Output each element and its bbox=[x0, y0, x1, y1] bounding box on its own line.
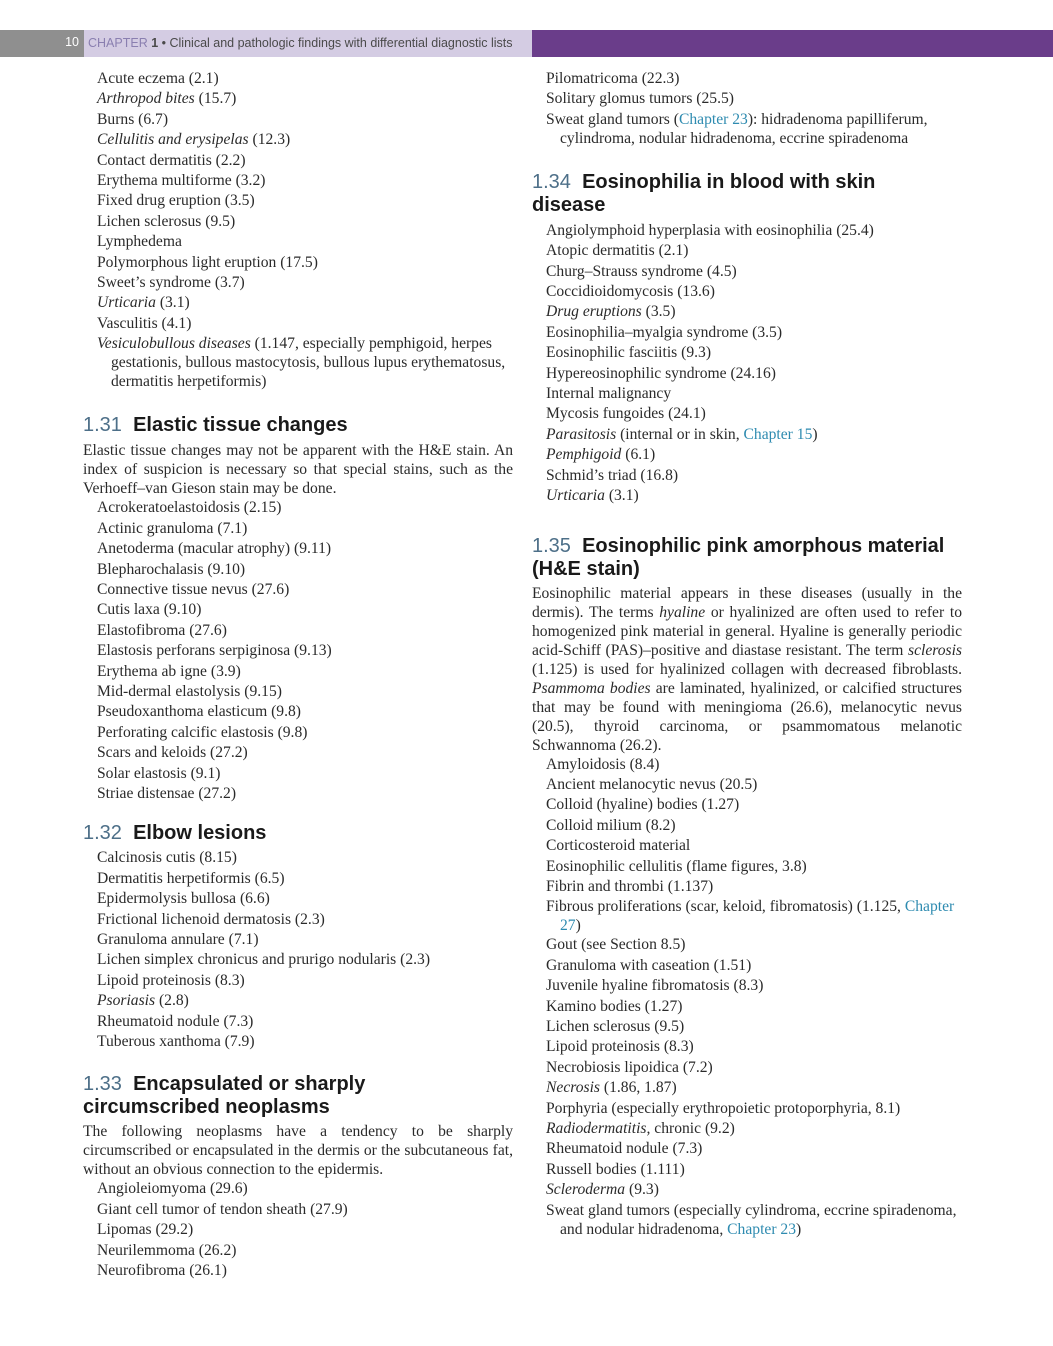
list-item: Schmid’s triad (16.8) bbox=[546, 466, 679, 484]
list-item: Lipomas (29.2) bbox=[97, 1221, 194, 1239]
list-item: Solar elastosis (9.1) bbox=[97, 764, 221, 782]
list-item: Corticosteroid material bbox=[546, 837, 691, 855]
list-item: Fibrin and thrombi (1.137) bbox=[546, 877, 714, 895]
list-item: Rheumatoid nodule (7.3) bbox=[97, 1012, 254, 1030]
list-item: Acute eczema (2.1) bbox=[97, 70, 219, 87]
section-heading-1-31: 1.31 Elastic tissue changes bbox=[83, 414, 348, 437]
list-item: Polymorphous light eruption (17.5) bbox=[97, 253, 318, 271]
list-item: Pilomatricoma (22.3) bbox=[546, 70, 680, 87]
section-intro-1-35: Eosinophilic material appears in these diseases (usually in the dermis). The terms hyaline or hyalinized are often used to refer to homogenized pink material in general. Hyaline is generally periodic acid-Schiff (PAS)–positive and diastase resistant. The term sclerosis (1.125) is used for hyalinized collagen with decreased fibroblasts. Psammoma bodies are laminated, hyalinized, or calcified structures that may be found with meningioma (26.6), melanocytic nevus (20.5), thyroid carcinoma, or psammomatous melanotic Schwannoma (26.2). bbox=[532, 584, 962, 754]
list-item: Coccidioidomycosis (13.6) bbox=[546, 283, 715, 301]
list-item: Urticaria (3.1) bbox=[97, 294, 190, 312]
list-item: Urticaria (3.1) bbox=[546, 487, 639, 505]
list-item: Amyloidosis (8.4) bbox=[546, 755, 660, 773]
list-item: Anetoderma (macular atrophy) (9.11) bbox=[97, 540, 332, 558]
list-item: Russell bodies (1.111) bbox=[546, 1160, 685, 1178]
chapter-number: 1 bbox=[151, 36, 159, 50]
list-item: Necrobiosis lipoidica (7.2) bbox=[546, 1058, 713, 1076]
list-item: Fibrous proliferations (scar, keloid, fibromatosis) (1.125, Chapter 27) bbox=[546, 898, 955, 935]
section-intro-1-33: The following neoplasms have a tendency to be sharply circumscribed or encapsulated in the dermis or the subcutaneous fat, without an obvious connection to the epidermis. bbox=[83, 1123, 513, 1179]
list-item: Scleroderma (9.3) bbox=[546, 1181, 659, 1199]
list-item: Eosinophilia–myalgia syndrome (3.5) bbox=[546, 323, 783, 341]
list-item: Pemphigoid (6.1) bbox=[546, 446, 656, 464]
list-item: Striae distensae (27.2) bbox=[97, 784, 237, 802]
list-1-32 bbox=[83, 848, 513, 1052]
list-item: Elastosis perforans serpiginosa (9.13) bbox=[97, 642, 332, 660]
list-item: Connective tissue nevus (27.6) bbox=[97, 580, 290, 598]
section-heading-1-32: 1.32 Elbow lesions bbox=[83, 822, 267, 845]
list-item: Epidermolysis bullosa (6.6) bbox=[97, 890, 270, 908]
page-header bbox=[0, 30, 1053, 57]
list-item: Porphyria (especially erythropoietic protoporphyria, 8.1) bbox=[546, 1099, 901, 1117]
list-item: Mycosis fungoides (24.1) bbox=[546, 405, 706, 423]
list-item: Fixed drug eruption (3.5) bbox=[97, 192, 255, 210]
chapter-27-link[interactable]: Chapter 27 bbox=[560, 898, 955, 935]
list-item: Scars and keloids (27.2) bbox=[97, 744, 248, 762]
list-item: Kamino bodies (1.27) bbox=[546, 997, 683, 1015]
list-item: Colloid (hyaline) bodies (1.27) bbox=[546, 796, 740, 814]
list-item: Internal malignancy bbox=[546, 385, 672, 403]
list-item: Hypereosinophilic syndrome (24.16) bbox=[546, 364, 776, 382]
list-item: Erythema multiforme (3.2) bbox=[97, 172, 266, 190]
list-item: Parasitosis (internal or in skin, Chapter 15) bbox=[546, 425, 818, 443]
list-item: Acrokeratoelastoidosis (2.15) bbox=[97, 499, 282, 517]
list-item: Granuloma annulare (7.1) bbox=[97, 931, 259, 948]
chapter-15-link[interactable]: Chapter 15 bbox=[743, 425, 813, 443]
list-item: Churg–Strauss syndrome (4.5) bbox=[546, 262, 737, 280]
list-item: Angioleiomyoma (29.6) bbox=[97, 1180, 248, 1198]
list-item: Radiodermatitis, chronic (9.2) bbox=[546, 1120, 735, 1137]
chapter-23-link[interactable]: Chapter 23 bbox=[678, 110, 748, 128]
list-item: Rheumatoid nodule (7.3) bbox=[546, 1140, 703, 1158]
list-item: Blepharochalasis (9.10) bbox=[97, 560, 246, 578]
section-heading-1-34: 1.34 Eosinophilia in blood with skin disease bbox=[532, 170, 876, 216]
list-item: Actinic granuloma (7.1) bbox=[97, 519, 248, 537]
list-item: Burns (6.7) bbox=[97, 110, 169, 128]
list-item: Erythema ab igne (3.9) bbox=[97, 662, 241, 680]
list-item: Tuberous xanthoma (7.9) bbox=[97, 1033, 255, 1051]
list-item: Cutis laxa (9.10) bbox=[97, 601, 202, 619]
right-column bbox=[532, 69, 962, 1239]
list-item: Giant cell tumor of tendon sheath (27.9) bbox=[97, 1200, 348, 1218]
list-1-35 bbox=[532, 755, 962, 1239]
list-item: Lichen sclerosus (9.5) bbox=[546, 1017, 685, 1035]
list-item: Solitary glomus tumors (25.5) bbox=[546, 90, 734, 108]
list-item: Mid-dermal elastolysis (9.15) bbox=[97, 682, 282, 700]
list-item: Lichen sclerosus (9.5) bbox=[97, 212, 236, 230]
list-item: Contact dermatitis (2.2) bbox=[97, 151, 246, 169]
list-item: Dermatitis herpetiformis (6.5) bbox=[97, 869, 285, 887]
list-item: Eosinophilic cellulitis (flame figures, 3.8) bbox=[546, 857, 807, 875]
chapter-title: • Clinical and pathologic findings with differential diagnostic lists bbox=[161, 36, 513, 50]
page-number-box bbox=[0, 30, 84, 57]
list-item: Cellulitis and erysipelas (12.3) bbox=[97, 131, 291, 149]
list-item: Vasculitis (4.1) bbox=[97, 314, 192, 332]
running-header bbox=[88, 36, 513, 50]
section-intro-1-31: Elastic tissue changes may not be apparent with the H&E stain. An index of suspicion is necessary so that special stains, such as the Verhoeff–van Gieson stain may be done. bbox=[83, 442, 513, 498]
list-item: Juvenile hyaline fibromatosis (8.3) bbox=[546, 977, 764, 995]
list-item: Eosinophilic fasciitis (9.3) bbox=[546, 344, 712, 362]
list-item: Granuloma with caseation (1.51) bbox=[546, 956, 752, 974]
left-column bbox=[83, 69, 513, 1281]
list-item: Elastofibroma (27.6) bbox=[97, 621, 227, 639]
list-item: Perforating calcific elastosis (9.8) bbox=[97, 723, 308, 741]
section-heading-1-33: 1.33 Encapsulated or sharply circumscribed neoplasms bbox=[83, 1073, 366, 1119]
list-item: Arthropod bites (15.7) bbox=[97, 90, 237, 108]
list-item: Angiolymphoid hyperplasia with eosinophilia (25.4) bbox=[546, 221, 874, 239]
chapter-23-link[interactable]: Chapter 23 bbox=[727, 1220, 797, 1238]
list-item: Lichen simplex chronicus and prurigo nodularis (2.3) bbox=[97, 951, 431, 969]
list-1-34 bbox=[532, 221, 962, 507]
list-item: Lipoid proteinosis (8.3) bbox=[97, 971, 245, 989]
list-continued bbox=[83, 69, 513, 391]
list-item: Colloid milium (8.2) bbox=[546, 816, 676, 834]
section-heading-1-35: 1.35 Eosinophilic pink amorphous material (H&E stain) bbox=[532, 534, 945, 580]
list-item: Lipoid proteinosis (8.3) bbox=[546, 1038, 694, 1056]
list-item: Neurilemmoma (26.2) bbox=[97, 1241, 237, 1259]
page-number: 10 bbox=[65, 35, 79, 49]
list-item: Calcinosis cutis (8.15) bbox=[97, 849, 237, 867]
list-1-33 bbox=[83, 1179, 513, 1281]
list-item: Drug eruptions (3.5) bbox=[546, 303, 676, 321]
list-item: Sweat gland tumors (especially cylindroma, eccrine spiradenoma, and nodular hidradenoma, Chapter 23) bbox=[546, 1201, 957, 1238]
list-item: Gout (see Section 8.5) bbox=[546, 936, 686, 954]
list-item: Pseudoxanthoma elasticum (9.8) bbox=[97, 703, 301, 721]
list-item: Ancient melanocytic nevus (20.5) bbox=[546, 775, 758, 793]
list-item: Necrosis (1.86, 1.87) bbox=[546, 1079, 677, 1097]
list-item: Sweet’s syndrome (3.7) bbox=[97, 274, 245, 292]
list-item: Vesiculobullous diseases (1.147, especially pemphigoid, herpes gestationis, bullous mastocytosis, bullous lupus erythematosus, dermatitis herpetiformis) bbox=[97, 335, 506, 391]
chapter-word: CHAPTER bbox=[88, 36, 148, 50]
list-item: Psoriasis (2.8) bbox=[97, 992, 189, 1010]
list-item: Lymphedema bbox=[97, 233, 182, 251]
list-1-31 bbox=[83, 498, 513, 804]
list-item: Neurofibroma (26.1) bbox=[97, 1262, 227, 1280]
list-item: Sweat gland tumors (Chapter 23): hidradenoma papilliferum, cylindroma, nodular hidradenoma, eccrine spiradenoma bbox=[546, 110, 928, 147]
list-item: Atopic dermatitis (2.1) bbox=[546, 242, 689, 260]
header-accent-band bbox=[532, 30, 1053, 57]
list-item: Frictional lichenoid dermatosis (2.3) bbox=[97, 910, 325, 928]
